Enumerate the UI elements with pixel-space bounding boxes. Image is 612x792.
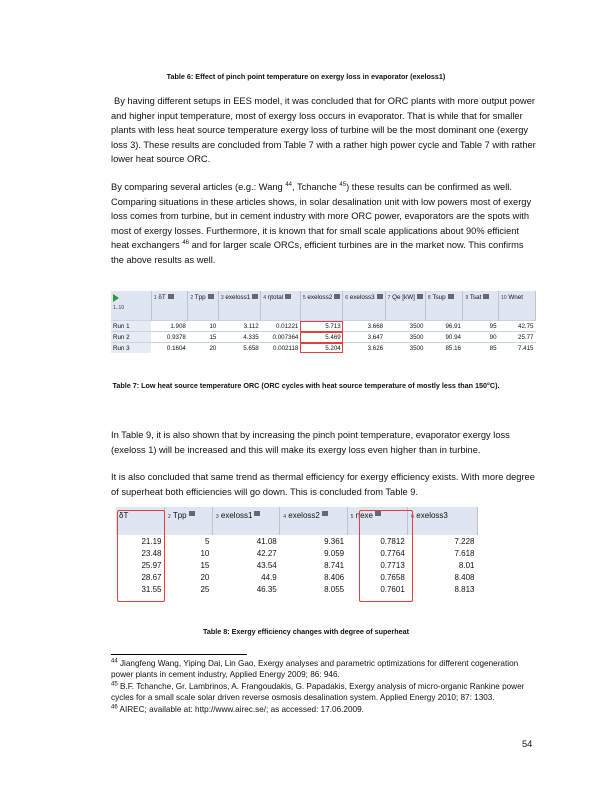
table-column-menu-icon[interactable] [417,294,423,299]
table-column-menu-icon[interactable] [189,511,195,516]
eta-exe-highlight-box [359,510,413,602]
table9-header[interactable]: 6 exeloss3 [408,507,478,535]
table-9 [116,507,478,595]
table-row: Run 1 1.908 10 3.112 0.01221 5.713 3.668 3500 96.91 95 42.75 [113,322,534,330]
table-row: 21.19 5 41.08 9.361 0.7812 7.228 [141,536,475,546]
table9-header[interactable]: 2 Tpp [164,507,212,535]
table-column-menu-icon[interactable] [377,294,383,299]
table8-caption: Table 8: Exergy efficiency changes with degree of superheat [203,627,409,636]
table-column-menu-icon[interactable] [254,511,260,516]
table-row: 23.48 10 42.27 9.059 0.7764 7.618 [141,548,475,558]
table7-header[interactable]: 10 Wnet [499,291,536,321]
table7-header[interactable]: 5 exeloss2 [300,291,342,321]
table6-caption: Table 6: Effect of pinch point temperature on exergy loss in evaporator (exeloss1) [166,72,446,81]
table7-header[interactable]: 9 Tsat [463,291,499,321]
table-row: Run 2 0.9378 15 4.335 0.007364 5.469 3.647 3500 90.94 90 25.77 [113,333,534,341]
table-column-menu-icon[interactable] [168,294,174,299]
table-row: 31.55 25 46.35 8.055 0.7601 8.813 [141,584,475,594]
table9-header[interactable]: δT [116,507,164,535]
table9-header[interactable]: 3 exeloss1 [212,507,279,535]
table-column-menu-icon[interactable] [208,294,214,299]
table9-header[interactable]: 4 exeloss2 [280,507,347,535]
footnote-44: $^{44}$ Jiangfeng Wang, Yiping Dai, Lin Gao, Exergy analyses and parametric optimizations for different cogeneration power plants in cement industry, Applied Energy 2009; 86: 946. [111,658,519,679]
table7-header[interactable]: 7 Qe [kW] [385,291,425,321]
table-column-menu-icon[interactable] [448,294,454,299]
table7-header[interactable]: 6 exeloss3 [343,291,385,321]
table9-header[interactable]: 5 ηexe [347,507,408,535]
table-column-menu-icon[interactable] [252,294,258,299]
paragraph-4: It is also concluded that same trend as thermal efficiency for exergy efficiency exists. With more degree of superheat both efficiencies will go down. This is concluded from Table 9. [111,472,535,497]
table7-header[interactable]: 8 Tsup [425,291,463,321]
paragraph-3: In Table 9, it is also shown that by increasing the pinch point temperature, evaporator exergy loss (exeloss 1) will be increased and this will make its exergy loss even higher than in turbine. [111,430,510,455]
table7-header[interactable]: 4 ηtotal [261,291,301,321]
footnote-ref-46: 46 [182,240,190,247]
table7-caption: Table 7: Low heat source temperature ORC (ORC cycles with heat source temperature of mostly less than 150°C). [112,381,500,390]
table7-header[interactable]: 3 exeloss1 [218,291,260,321]
run-arrow-icon[interactable] [113,294,119,302]
footnote-46: $^{46}$ AIREC; available at: http://www.airec.se/; as accessed: 17.06.2009. [111,704,364,714]
paragraph-2: By comparing several articles (e.g.: Wang $^{44}$, Tchanche $^{45}$) these results can be confirmed as well. Comparing situations in these articles shows, in solar desalination unit with low powers most of exergy loss comes from turbine, but in cement industry with more ORC power, evaporators are the spots with most of exergy losses. Furthermore, it is known that for small scale applications about 90% efficient heat exchangers $^{46}$ and for larger scale ORCs, efficient turbines are in the market now. This confirms the above results as well. [111,181,532,265]
delta-t-highlight-box [117,510,165,602]
table7-header[interactable]: 2 Tpp [188,291,219,321]
table-column-menu-icon[interactable] [285,294,291,299]
table-row: Run 3 0.1604 20 5.658 0.002118 5.204 3.626 3500 85.16 85 7.415 [113,344,534,352]
table7-corner[interactable]: 1..10 [111,291,151,321]
page-number: 54 [522,739,533,749]
paragraph-1: By having different setups in EES model, it was concluded that for ORC plants with more output power and higher input temperature, most of exergy loss occurs in evaporator. That is while that for smaller plants with less heat source temperature exergy loss of turbine will be the most dominant one (exergy loss 3). These results are concluded from Table 7 with a rather high power cycle and Table 7 with rather lower heat source ORC. [111,96,536,165]
highlighted-cell: 5.469 [300,332,342,343]
table-column-menu-icon[interactable] [483,294,489,299]
table-7 [111,291,536,353]
highlighted-cell: 5.713 [300,321,342,332]
table-row: 25.97 15 43.54 8.741 0.7713 8.01 [141,560,475,570]
footnote-45: $^{45}$ B.F. Tchanche, Gr. Lambrinos, A. Frangoudakis, G. Papadakis, Exergy analysis of micro-organic Rankine power cycles for a small scale solar driven reverse osmosis desalination system. Applied Energy 2010; 87: 1303. [111,681,525,702]
table7-header[interactable]: 1 δT [151,291,188,321]
highlighted-cell: 5.204 [300,343,342,354]
table-row: 28.67 20 44.9 8.406 0.7658 8.408 [141,572,475,582]
footnote-separator [111,654,247,655]
footnote-ref-44: 44 [285,181,292,188]
table-column-menu-icon[interactable] [322,511,328,516]
table-column-menu-icon[interactable] [334,294,340,299]
footnote-ref-45: 45 [339,181,347,188]
